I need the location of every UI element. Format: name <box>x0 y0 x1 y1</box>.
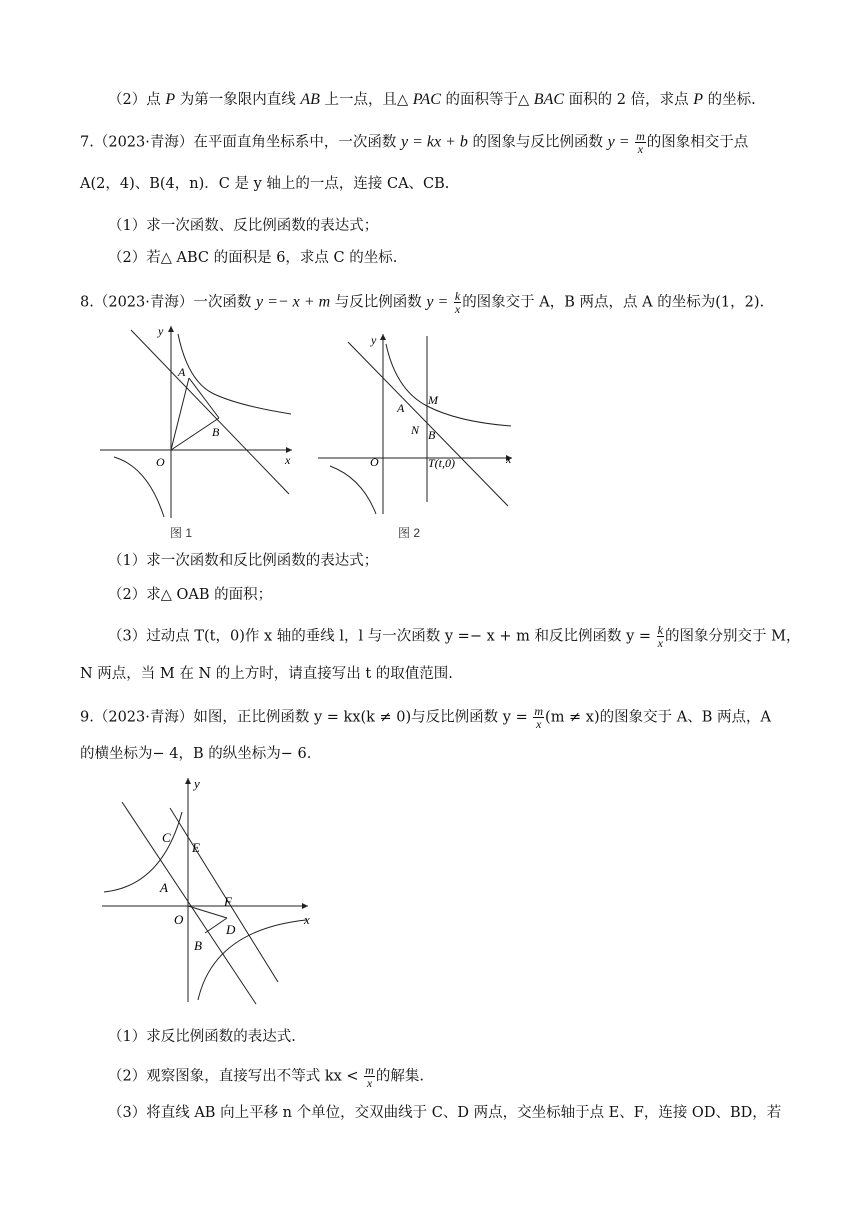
fraction-m-over-x-2: $\frac{m}{x}$ <box>534 704 544 731</box>
fraction-k-over-x-2: $\frac{k}{x}$ <box>657 623 663 650</box>
fig3-label-y: y <box>194 776 200 791</box>
fig2-label-T: T(t,0) <box>428 456 455 470</box>
fraction-k-over-x: $\frac{k}{x}$ <box>454 289 461 316</box>
fig2-label-y: y <box>371 333 377 347</box>
fig2-label-x: x <box>506 452 512 466</box>
q8-stem: 8.（2023·青海）一次函数 y =− x + m 与反比例函数 y = $\frac{k}{x}$ 的图象交于 A，B 两点，点 A 的坐标为(1，2). <box>80 289 765 316</box>
fig1-label-A: A <box>178 365 186 379</box>
fig3-label-x: x <box>304 912 310 927</box>
fig3-label-B: B <box>194 938 202 953</box>
fig1-label-B: B <box>212 425 220 439</box>
q9-part2: （2）观察图象，直接写出不等式 kx < $\frac{m}{x}$ 的解集. <box>108 1063 424 1090</box>
figure-1-caption: 图 1 <box>170 526 193 540</box>
figure-2-graph <box>316 330 522 516</box>
fig3-label-O: O <box>174 912 184 927</box>
q8-part3-line1: （3）过动点 T(t，0)作 x 轴的垂线 l，l 与一次函数 y =− x + m 和反比例函数 y = $\frac{k}{x}$ 的图象分别交于 M， <box>108 623 801 650</box>
q8-part1: （1）求一次函数和反比例函数的表达式； <box>108 553 379 569</box>
figure-1-graph <box>96 322 302 522</box>
figure-2-caption: 图 2 <box>398 526 421 540</box>
q9-stem-line1: 9.（2023·青海）如图，正比例函数 y = kx(k ≠ 0)与反比例函数 y = $\frac{m}{x}$ (m ≠ x)的图象交于 A、B 两点，A <box>80 704 771 731</box>
fraction-m-over-x-3: $\frac{m}{x}$ <box>365 1063 374 1090</box>
fig3-label-C: C <box>162 830 171 845</box>
fig3-label-D: D <box>226 922 236 937</box>
q9-part3: （3）将直线 AB 向上平移 n 个单位，交双曲线于 C、D 两点，交坐标轴于点 E、F，连接 OD、BD，若 <box>108 1105 782 1121</box>
q7-stem-line2: A(2，4)、B(4，n)．C 是 y 轴上的一点，连接 CA、CB. <box>80 176 450 192</box>
q7-part1: （1）求一次函数、反比例函数的表达式； <box>108 218 379 234</box>
q8-part2: （2）求△ OAB 的面积； <box>108 587 273 603</box>
fig3-label-F: F <box>224 894 232 909</box>
fig2-label-O: O <box>370 455 379 469</box>
fig2-label-B: B <box>428 428 436 442</box>
q9-part1: （1）求反比例函数的表达式. <box>108 1029 296 1045</box>
figure-3-graph <box>98 772 316 1008</box>
q6-part2: （2）点 P 为第一象限内直线 AB 上一点，且△ PAC 的面积等于△ BAC 面积的 2 倍，求点 P 的坐标. <box>108 91 756 108</box>
q7-part2: （2）若△ ABC 的面积是 6，求点 C 的坐标. <box>108 250 398 266</box>
fig2-label-A: A <box>397 401 405 415</box>
fig1-label-O: O <box>156 455 165 469</box>
fig3-label-E: E <box>192 840 200 855</box>
fig1-label-x: x <box>285 453 291 467</box>
q9-stem-line2: 的横坐标为− 4，B 的纵坐标为− 6. <box>80 746 312 762</box>
fig2-label-N: N <box>411 423 420 437</box>
q7-stem-line1: 7.（2023·青海）在平面直角坐标系中，一次函数 y = kx + b 的图象与反比例函数 y = $\frac{m}{x}$ 的图象相交于点 <box>80 129 749 156</box>
fig2-label-M: M <box>428 393 438 407</box>
fraction-m-over-x: $\frac{m}{x}$ <box>636 129 645 156</box>
fig1-label-y: y <box>158 324 164 338</box>
q8-part3-line2: N 两点，当 M 在 N 的上方时，请直接写出 t 的取值范围. <box>80 666 453 682</box>
fig3-label-A: A <box>160 880 168 895</box>
